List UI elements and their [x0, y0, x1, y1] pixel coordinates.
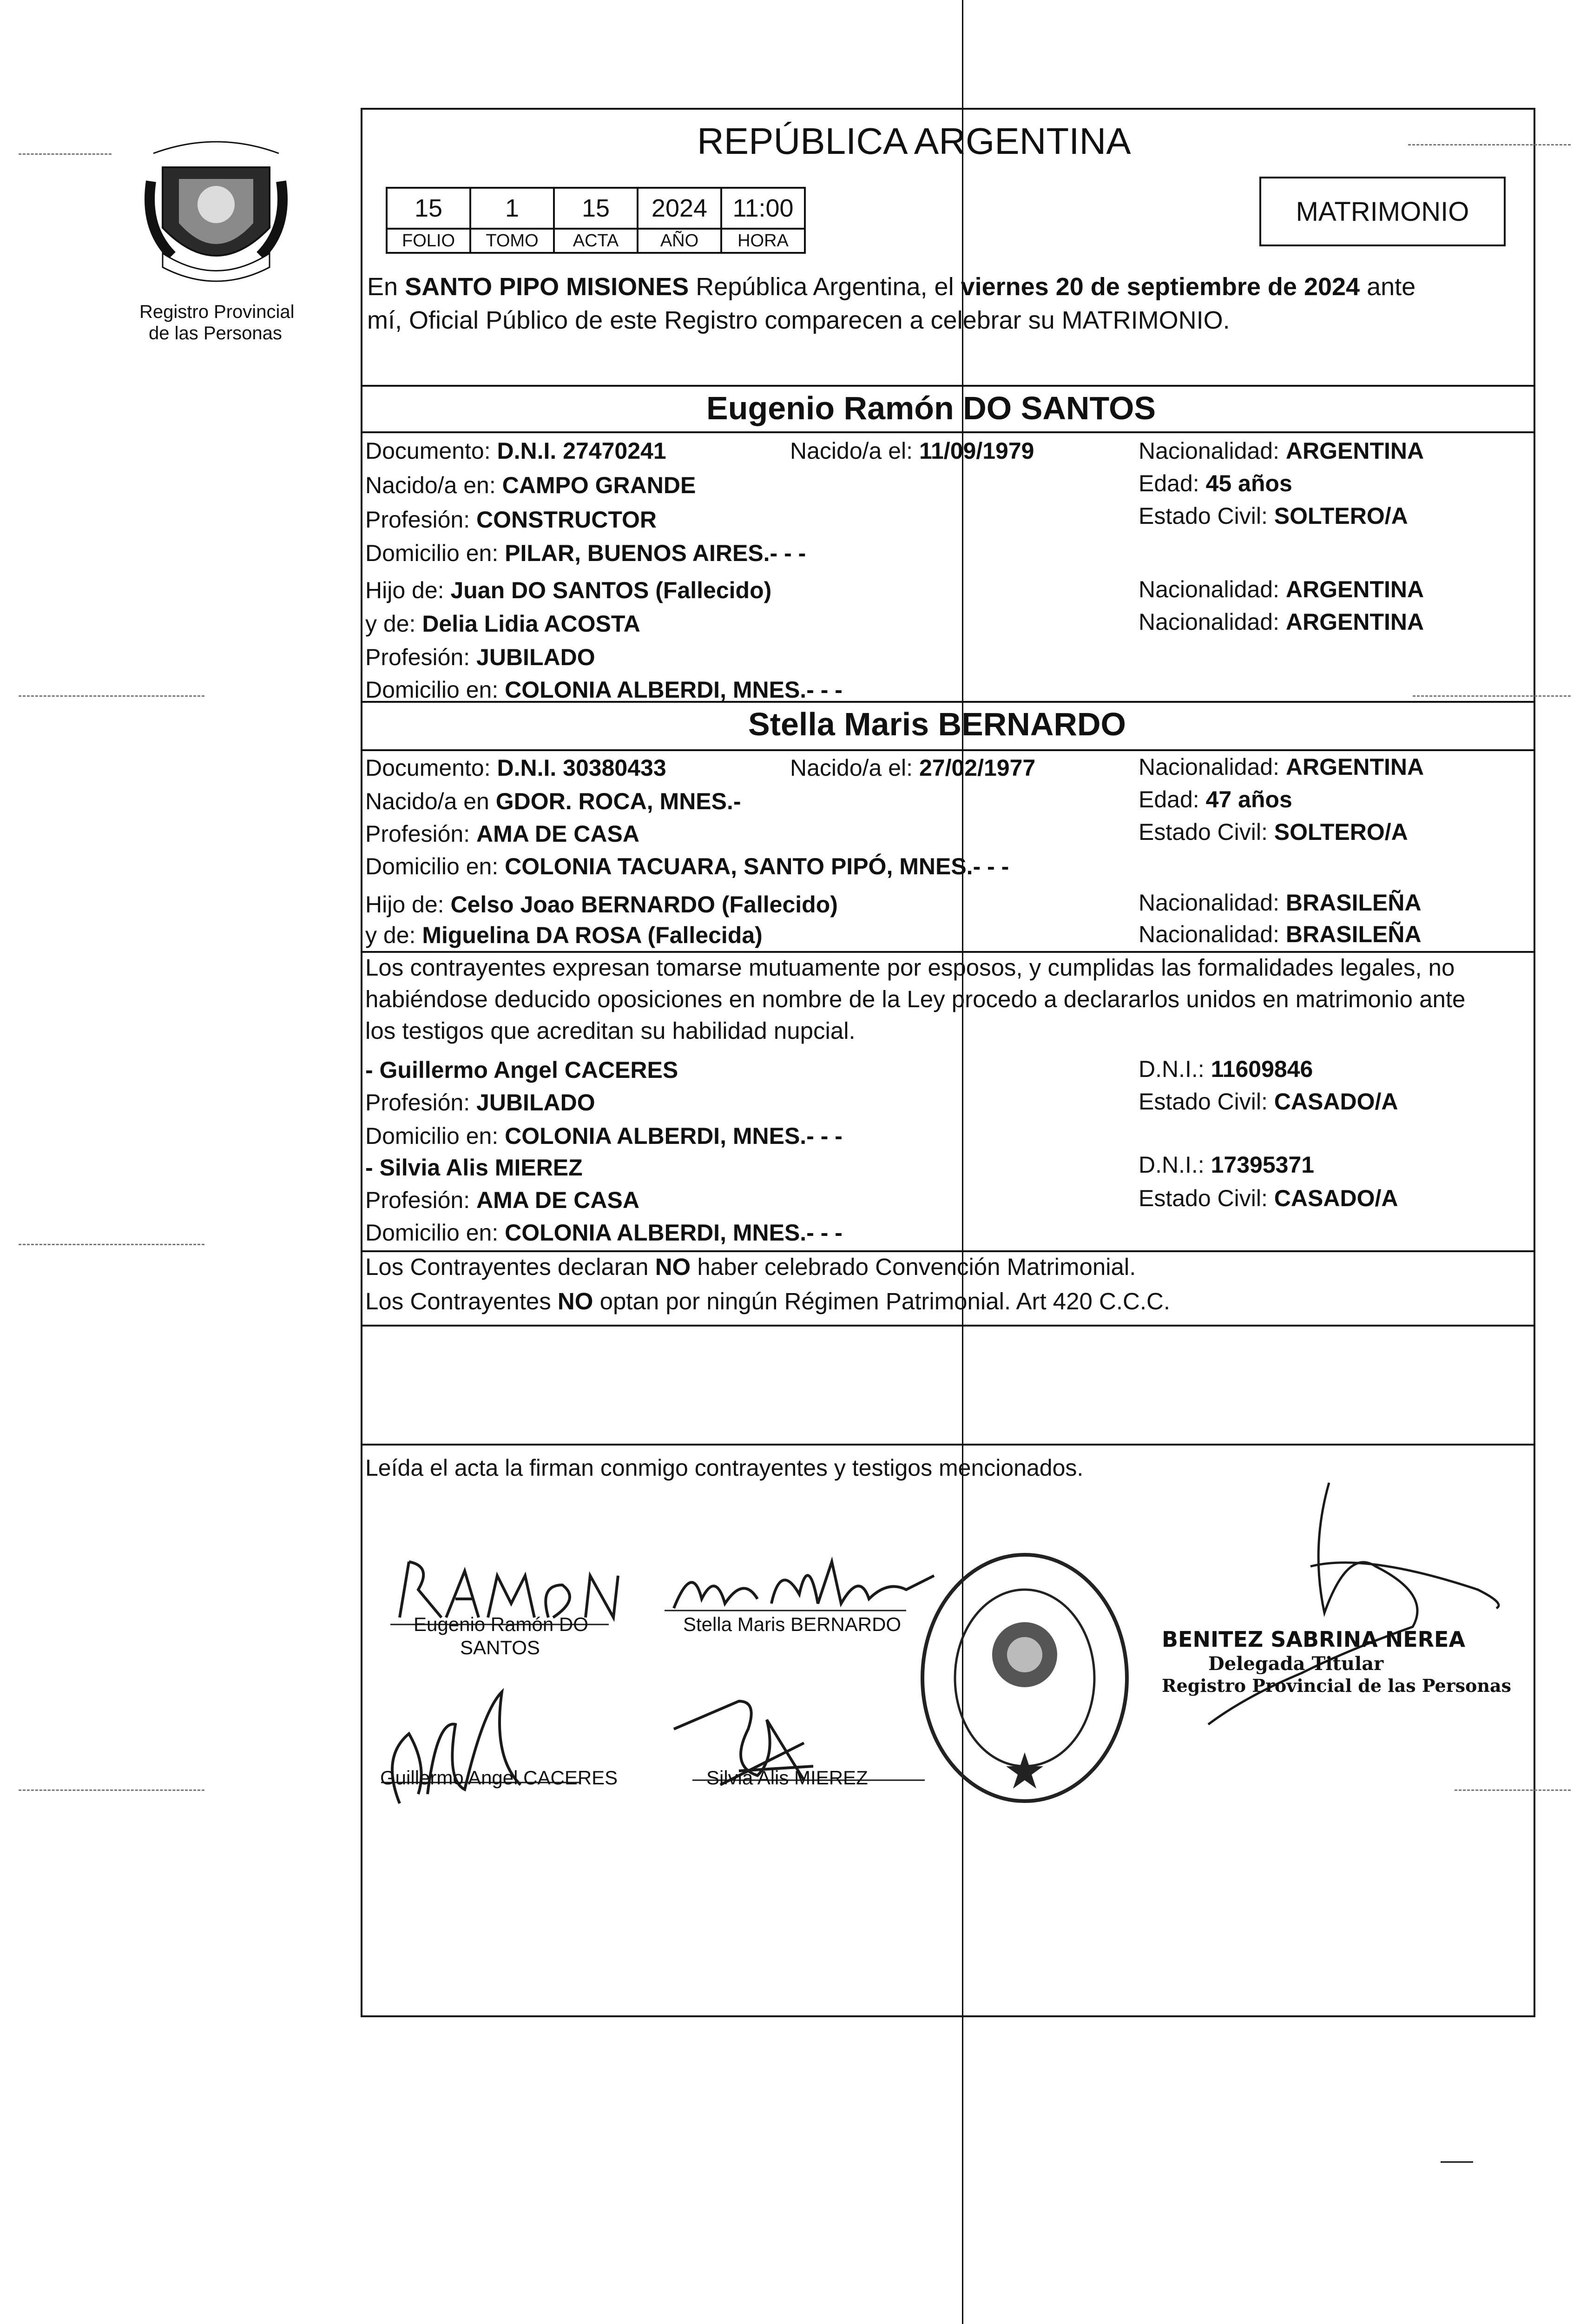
divider-bride-name — [361, 749, 1535, 751]
official-office: Registro Provincial de las Personas — [1162, 1675, 1512, 1696]
groom-birthplace: Nacido/a en: CAMPO GRANDE — [365, 472, 696, 498]
witness1-name: - Guillermo Angel CACERES — [365, 1057, 678, 1083]
groom-parent-profession: Profesión: JUBILADO — [365, 644, 595, 670]
divider-empty — [361, 1325, 1535, 1327]
witness2-profession: Profesión: AMA DE CASA — [365, 1187, 639, 1213]
groom-born-date: Nacido/a el: 11/09/1979 — [790, 438, 1034, 464]
act-type-label: MATRIMONIO — [1296, 196, 1469, 227]
official-name: BENITEZ SABRINA NEREA — [1162, 1627, 1466, 1652]
bride-doc: Documento: D.N.I. 30380433 — [365, 755, 666, 781]
groom-profession: Profesión: CONSTRUCTOR — [365, 507, 657, 533]
groom-signature-name-line1: Eugenio Ramón DO — [414, 1613, 588, 1635]
groom-civil-status: Estado Civil: SOLTERO/A — [1139, 503, 1408, 529]
witness2-dni: D.N.I.: 17395371 — [1139, 1152, 1315, 1178]
margin-dash — [19, 1244, 204, 1247]
margin-dash — [1455, 1789, 1571, 1792]
ano-label: AÑO — [638, 229, 721, 253]
witness1-address: Domicilio en: COLONIA ALBERDI, MNES.- - - — [365, 1123, 843, 1149]
margin-dash — [1408, 144, 1571, 147]
hora-label: HORA — [721, 229, 805, 253]
witness1-civil-status: Estado Civil: CASADO/A — [1139, 1089, 1398, 1115]
closing-statement: Leída el acta la firman conmigo contrayentes y testigos mencionados. — [365, 1455, 1084, 1481]
witness2-signature — [665, 1673, 925, 1813]
groom-father: Hijo de: Juan DO SANTOS (Fallecido) — [365, 577, 772, 603]
margin-dash — [1413, 695, 1571, 698]
registry-name-line1: Registro Provincial — [139, 302, 295, 322]
witness1-dni: D.N.I.: 11609846 — [1139, 1056, 1313, 1082]
declaration-line3: los testigos que acreditan su habilidad nupcial. — [365, 1017, 856, 1044]
acta-label: ACTA — [554, 229, 638, 253]
divider-convention — [361, 1250, 1535, 1252]
registry-logo — [135, 135, 297, 288]
intro-place: SANTO PIPO MISIONES — [405, 273, 689, 301]
declaration-line1: Los contrayentes expresan tomarse mutuamente por esposos, y cumplidas las formalidades legales, no — [365, 954, 1455, 981]
witness2-civil-status: Estado Civil: CASADO/A — [1139, 1185, 1398, 1211]
folio-value: 15 — [387, 188, 470, 229]
hora-value: 11:00 — [721, 188, 805, 229]
acta-value: 15 — [554, 188, 638, 229]
margin-mark — [1441, 2161, 1473, 2163]
groom-name: Eugenio Ramón DO SANTOS — [706, 390, 1156, 426]
bride-mother-nationality: Nacionalidad: BRASILEÑA — [1139, 921, 1422, 947]
groom-signature-name-line2: SANTOS — [460, 1637, 540, 1658]
groom-mother: y de: Delia Lidia ACOSTA — [365, 611, 640, 637]
top-border-line — [361, 108, 1535, 110]
convention-line1: Los Contrayentes declaran NO haber celebrado Convención Matrimonial. — [365, 1254, 1136, 1280]
bride-address: Domicilio en: COLONIA TACUARA, SANTO PIPÓ, MNES.- - - — [365, 853, 1009, 879]
bride-father-nationality: Nacionalidad: BRASILEÑA — [1139, 890, 1422, 916]
divider-signatures — [361, 1444, 1535, 1446]
bride-age: Edad: 47 años — [1139, 786, 1292, 812]
center-fold-line — [962, 0, 963, 2324]
divider-intro — [361, 385, 1535, 387]
divider-declaration — [361, 951, 1535, 953]
witness2-address: Domicilio en: COLONIA ALBERDI, MNES.- - - — [365, 1220, 843, 1246]
bride-nationality: Nacionalidad: ARGENTINA — [1139, 754, 1424, 780]
groom-age: Edad: 45 años — [1139, 470, 1292, 496]
witness1-signature-name: Guillermo Angel CACERES — [380, 1767, 618, 1789]
bride-profession: Profesión: AMA DE CASA — [365, 821, 639, 847]
groom-parent-address: Domicilio en: COLONIA ALBERDI, MNES.- - - — [365, 677, 843, 703]
convention-line2: Los Contrayentes NO optan por ningún Régimen Patrimonial. Art 420 C.C.C. — [365, 1288, 1171, 1314]
tomo-label: TOMO — [470, 229, 554, 253]
bride-born-date: Nacido/a el: 27/02/1977 — [790, 755, 1036, 781]
registry-name-line2: de las Personas — [149, 323, 282, 343]
intro-line1: En SANTO PIPO MISIONES República Argentina, el viernes 20 de septiembre de 2024 ante — [367, 273, 1416, 301]
witness2-signature-name: Silvia Alis MIEREZ — [706, 1767, 868, 1789]
groom-doc: Documento: D.N.I. 27470241 — [365, 438, 666, 464]
margin-dash — [19, 695, 204, 698]
witness1-profession: Profesión: JUBILADO — [365, 1089, 595, 1116]
act-type-box — [1259, 177, 1506, 246]
bottom-border-line — [361, 2015, 1535, 2017]
bride-name: Stella Maris BERNARDO — [748, 706, 1126, 742]
divider-groom-name — [361, 431, 1535, 433]
folio-table — [386, 187, 806, 254]
document-title: REPÚBLICA ARGENTINA — [697, 120, 1131, 162]
bride-birthplace: Nacido/a en GDOR. ROCA, MNES.- — [365, 788, 741, 814]
groom-address: Domicilio en: PILAR, BUENOS AIRES.- - - — [365, 540, 806, 566]
intro-date: viernes 20 de septiembre de 2024 — [961, 273, 1360, 301]
margin-dash — [19, 1789, 204, 1792]
witness2-name: - Silvia Alis MIEREZ — [365, 1155, 583, 1181]
bride-mother: y de: Miguelina DA ROSA (Fallecida) — [365, 922, 763, 948]
left-border-line — [361, 108, 362, 2017]
groom-nationality: Nacionalidad: ARGENTINA — [1139, 438, 1424, 464]
bride-father: Hijo de: Celso Joao BERNARDO (Fallecido) — [365, 891, 838, 918]
witness1-signature — [372, 1664, 586, 1813]
margin-dash — [19, 153, 112, 156]
declaration-line2: habiéndose deducido oposiciones en nombre de la Ley procedo a declararlos unidos en matrimonio ante — [365, 986, 1466, 1012]
tomo-value: 1 — [470, 188, 554, 229]
ano-value: 2024 — [638, 188, 721, 229]
official-title: Delegada Titular — [1208, 1653, 1384, 1675]
groom-father-nationality: Nacionalidad: ARGENTINA — [1139, 576, 1424, 602]
bride-signature-name: Stella Maris BERNARDO — [683, 1613, 902, 1635]
right-border-line — [1534, 108, 1535, 2017]
bride-civil-status: Estado Civil: SOLTERO/A — [1139, 819, 1408, 845]
folio-label: FOLIO — [387, 229, 470, 253]
groom-mother-nationality: Nacionalidad: ARGENTINA — [1139, 609, 1424, 635]
intro-line2: mí, Oficial Público de este Registro comparecen a celebrar su MATRIMONIO. — [367, 306, 1230, 334]
